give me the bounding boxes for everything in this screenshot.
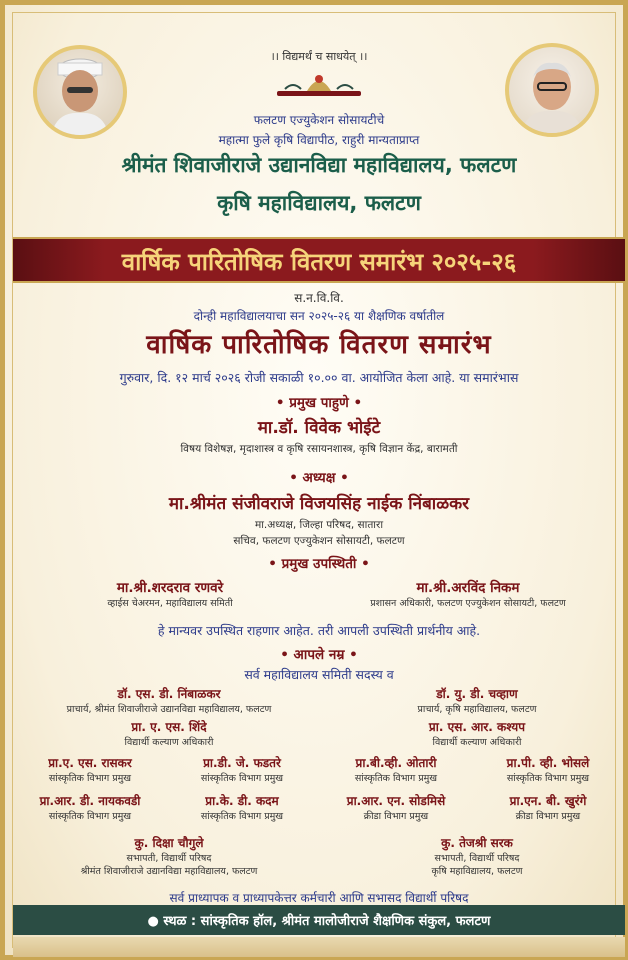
welfare-right [335,718,619,748]
welfare-left-desc: विद्यार्थी कल्याण अधिकारी [124,737,214,748]
staff-desc: क्रीडा विभाग प्रमुख [515,811,581,822]
president-desc-1: मा.अध्यक्ष, जिल्हा परिषद, सातारा [254,519,384,531]
presence-heading: • प्रमुख उपस्थिती • [268,556,370,572]
staff-name: प्रा.आर. एन. सोडमिसे [346,794,446,808]
student-right-desc1: सभापती, विद्यार्थी परिषद [434,853,520,864]
principal-left [19,685,319,715]
venue-bar [13,905,625,935]
staff-row1-4 [475,754,621,784]
staff-row1-1 [17,754,163,784]
college-name-1: श्रीमंत शिवाजीराजे उद्यानविद्या महाविद्यालय, फलटण [121,153,517,177]
title-banner [13,237,625,283]
student-right-name: कु. तेजश्री सरक [441,836,513,850]
welfare-right-desc: विद्यार्थी कल्याण अधिकारी [432,737,522,748]
staff-row2-4 [475,792,621,822]
date-time-line: गुरुवार, दि. १२ मार्च २०२६ रोजी सकाळी १०.०० वा. आयोजित केला आहे. या समारंभास [119,370,519,385]
salutation: स.न.वि.वि. [294,291,344,305]
venue-text: ● स्थळ : सांस्कृतिक हॉल, श्रीमंत मालोजीराजे शैक्षणिक संकुल, फलटण [147,914,491,929]
student-left-desc1: सभापती, विद्यार्थी परिषद [126,853,212,864]
staff-name: प्रा.के. डी. कदम [205,794,279,808]
student-right-desc2: कृषि महाविद्यालय, फलटण [431,866,523,877]
ceremony-title: वार्षिक पारितोषिक वितरण समारंभ [146,330,492,360]
motto: ।। विद्यमर्थं च साधयेत् ।। [270,50,368,63]
presence-right-desc: प्रशासन अधिकारी, फलटण एज्युकेशन सोसायटी, फलटण [370,598,566,609]
committee-line: सर्व महाविद्यालय समिती सदस्य व [244,667,394,682]
college-name-2: कृषि महाविद्यालय, फलटण [217,191,421,215]
student-left-name: कु. दिक्षा चौगुले [134,836,204,850]
society-logo-icon [271,67,367,103]
student-right [335,834,619,877]
closing-line: सर्व प्राध्यापक व प्राध्यापकेत्तर कर्मचारी आणि सभासद विद्यार्थी परिषद [169,891,469,905]
presence-left [35,578,305,609]
presence-left-desc: व्हाईस चेअरमन, महाविद्यालय समिती [107,598,233,609]
staff-row2-3 [323,792,469,822]
staff-desc: सांस्कृतिक विभाग प्रमुख [506,773,590,784]
chief-guest-heading: • प्रमुख पाहुणे • [275,395,363,411]
society-line: फलटण एज्युकेशन सोसायटीचे [253,113,385,127]
welfare-left [19,718,319,748]
staff-name: प्रा.आर. डी. नायकवडी [39,794,141,808]
student-left-desc2: श्रीमंत शिवाजीराजे उद्यानविद्या महाविद्यालय, फलटण [80,866,258,877]
intro-line: दोन्ही महाविद्यालयाचा सन २०२५-२६ या शैक्षणिक वर्षातील [193,309,445,323]
principal-right-name: डॉ. यु. डी. चव्हाण [436,687,518,701]
staff-desc: क्रीडा विभाग प्रमुख [363,811,429,822]
presence-left-name: मा.श्री.शरदराव रणवरे [116,580,224,596]
staff-name: प्रा.बी.व्ही. ओतारी [355,756,437,770]
staff-name: प्रा.डी. जे. फडतरे [203,756,281,770]
principal-left-name: डॉ. एस. डी. निंबाळकर [117,687,221,701]
welfare-right-name: प्रा. एस. आर. कश्यप [428,720,526,734]
presence-right-name: मा.श्री.अरविंद निकम [416,580,520,596]
welfare-left-name: प्रा. ए. एस. शिंदे [131,720,207,734]
staff-name: प्रा.ए. एस. रासकर [48,756,132,770]
staff-row1-2 [169,754,315,784]
staff-desc: सांस्कृतिक विभाग प्रमुख [48,811,132,822]
principal-right [335,685,619,715]
president-name: मा.श्रीमंत संजीवराजे विजयसिंह नाईक निंबाळकर [168,494,470,514]
staff-desc: सांस्कृतिक विभाग प्रमुख [354,773,438,784]
staff-name: प्रा.एन. बी. खुरंगे [509,794,587,808]
chief-guest-name: मा.डॉ. विवेक भोईटे [257,418,381,438]
principal-right-desc: प्राचार्य, कृषि महाविद्यालय, फलटण [417,704,537,715]
president-desc-2: सचिव, फलटण एज्युकेशन सोसायटी, फलटण [233,535,405,547]
student-left [19,834,319,877]
principal-left-desc: प्राचार्य, श्रीमंत शिवाजीराजे उद्यानविद्या महाविद्यालय, फलटण [66,704,272,715]
bottom-decorative-band [13,937,625,957]
staff-row2-2 [169,792,315,822]
banner-title: वार्षिक पारितोषिक वितरण समारंभ २०२५-२६ [121,248,517,276]
staff-row2-1 [17,792,163,822]
staff-desc: सांस्कृतिक विभाग प्रमुख [200,811,284,822]
presence-right [323,578,613,609]
staff-desc: सांस्कृतिक विभाग प्रमुख [48,773,132,784]
affiliation-line: महात्मा फुले कृषि विद्यापीठ, राहुरी मान्यताप्राप्त [218,133,420,147]
invite-line: हे मान्यवर उपस्थित राहणार आहेत. तरी आपली उपस्थिती प्रार्थनीय आहे. [157,623,481,638]
chief-guest-desc: विषय विशेषज्ञ, मृदाशास्त्र व कृषि रसायनशास्त्र, कृषि विज्ञान केंद्र, बारामती [180,443,458,455]
staff-desc: सांस्कृतिक विभाग प्रमुख [200,773,284,784]
staff-row1-3 [323,754,469,784]
staff-name: प्रा.पी. व्ही. भोसले [506,756,590,770]
humble-heading: • आपले नम्र • [280,647,358,663]
president-heading: • अध्यक्ष • [289,470,349,486]
